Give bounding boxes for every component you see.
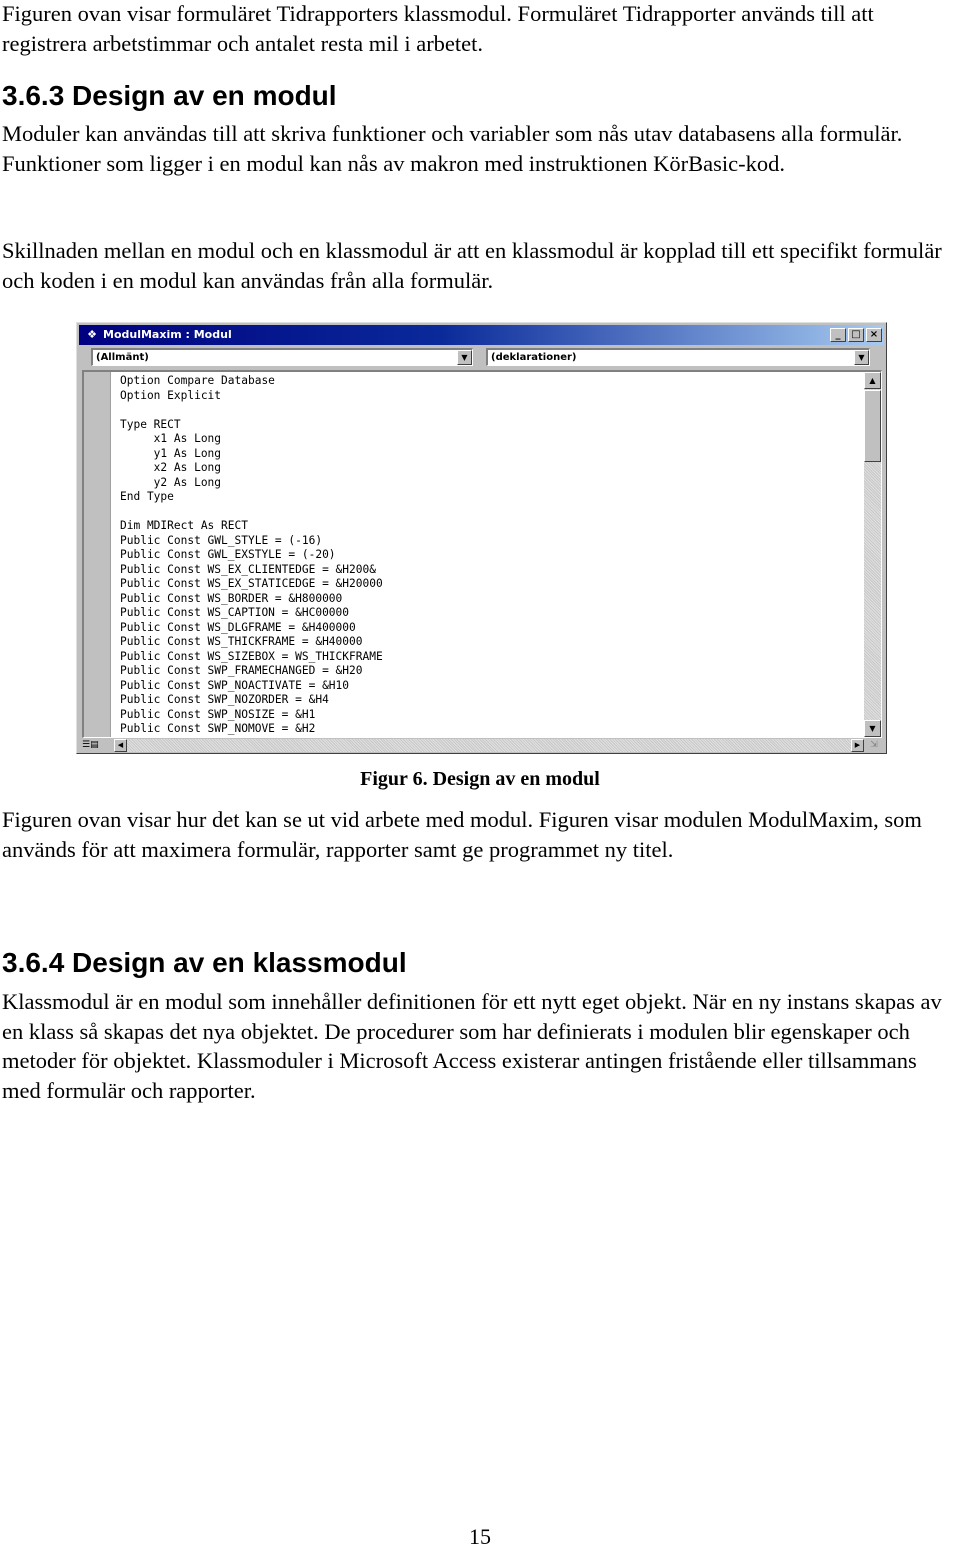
scroll-thumb[interactable] (864, 390, 881, 462)
chevron-down-icon[interactable]: ▼ (457, 350, 472, 365)
scroll-right-icon[interactable]: ▶ (851, 739, 864, 752)
code-line: Public Const WS_DLGFRAME = &H400000 (120, 620, 356, 634)
code-line: Dim MDIRect As RECT (120, 519, 248, 532)
code-line: Public Const SWP_NOMOVE = &H2 (120, 722, 316, 735)
code-line: x1 As Long (120, 432, 222, 445)
window-titlebar[interactable] (79, 325, 884, 345)
module-icon: ❖ (87, 328, 97, 341)
section-heading-364: 3.6.4 Design av en klassmodul (2, 947, 407, 978)
code-line: Public Const WS_EX_STATICEDGE = &H20000 (120, 577, 383, 590)
code-line: x2 As Long (120, 461, 222, 474)
scroll-up-icon[interactable]: ▲ (864, 372, 881, 389)
procedure-combo-value: (deklarationer) (491, 352, 577, 363)
editor-bottom-bar (82, 739, 882, 752)
code-line: Type RECT (120, 417, 181, 431)
code-line: Option Compare Database (120, 374, 275, 387)
code-editor[interactable] (82, 370, 882, 738)
code-line: End Type (120, 490, 174, 503)
module-window (76, 322, 887, 754)
figure-caption: Figur 6. Design av en modul (360, 768, 600, 790)
scroll-down-icon[interactable]: ▼ (864, 720, 881, 737)
code-line: Public Const GWL_STYLE = (-16) (120, 533, 323, 547)
code-line: Public Const SWP_NOSIZE = &H1 (120, 707, 316, 721)
page-number: 15 (469, 1524, 491, 1549)
window-title: ModulMaxim : Modul (103, 328, 232, 341)
code-line: Public Const GWL_EXSTYLE = (-20) (120, 548, 336, 561)
procedure-combo[interactable] (486, 348, 870, 366)
view-toggle-icon[interactable]: ☰▤ (82, 740, 99, 750)
code-line: Public Const WS_CAPTION = &HC00000 (120, 606, 350, 619)
object-combo[interactable] (91, 348, 473, 366)
after-figure-paragraph: Figuren ovan visar hur det kan se ut vid arbete med modul. Figuren visar modulen ModulMaxim, som används för att maximera formulär, rapporter samt ge programmet ny titel. (2, 807, 922, 862)
section-363-paragraph-2: Skillnaden mellan en modul och en klassmodul är att en klassmodul är kopplad till ett specifikt formulär och koden i en modul kan användas från alla formulär. (2, 238, 942, 293)
chevron-down-icon[interactable]: ▼ (854, 350, 869, 365)
vertical-scrollbar[interactable] (864, 372, 881, 737)
intro-paragraph: Figuren ovan visar formuläret Tidrapporters klassmodul. Formuläret Tidrapporter används till att registrera arbetstimmar och antalet resta mil i arbetet. (2, 1, 874, 56)
code-line: y1 As Long (120, 446, 222, 460)
editor-margin[interactable] (84, 372, 111, 737)
resize-grip-icon[interactable]: ⇲ (870, 740, 878, 750)
section-364-paragraph: Klassmodul är en modul som innehåller definitionen för ett nytt eget objekt. När en ny instans skapas av en klass så skapas det nya objektet. De procedurer som har definierats i modulen blir egenskaper och metoder för objektet. Klassmoduler i Microsoft Access existerar antingen fristående eller tillsammans med formulär och rapporter. (2, 989, 942, 1103)
code-line: Public Const WS_BORDER = &H800000 (120, 591, 343, 605)
code-line: Public Const SWP_FRAMECHANGED = &H20 (120, 664, 363, 677)
minimize-icon[interactable]: _ (830, 328, 846, 342)
horizontal-scrollbar[interactable] (114, 739, 864, 752)
code-line: Public Const WS_EX_CLIENTEDGE = &H200& (120, 562, 376, 576)
section-363-paragraph-1: Moduler kan användas till att skriva funktioner och variabler som nås utav databasens alla formulär. Funktioner som ligger i en modul kan nås av makron med instruktionen KörBasic-kod. (2, 121, 903, 176)
code-line: Public Const SWP_NOACTIVATE = &H10 (120, 678, 350, 692)
scroll-left-icon[interactable]: ◀ (114, 739, 127, 752)
code-line (120, 505, 127, 518)
code-line: Public Const SWP_NOZORDER = &H4 (120, 693, 329, 706)
maximize-icon[interactable]: □ (848, 328, 864, 342)
section-heading-363: 3.6.3 Design av en modul (2, 80, 337, 111)
code-line: Public Const WS_SIZEBOX = WS_THICKFRAME (120, 649, 383, 663)
close-icon[interactable]: × (866, 328, 882, 342)
code-line: Public Const WS_THICKFRAME = &H40000 (120, 635, 363, 648)
object-combo-value: (Allmänt) (96, 352, 149, 363)
code-line: y2 As Long (120, 475, 222, 489)
code-text[interactable] (120, 374, 383, 737)
code-line: Option Explicit (120, 388, 222, 402)
code-line (120, 403, 127, 416)
